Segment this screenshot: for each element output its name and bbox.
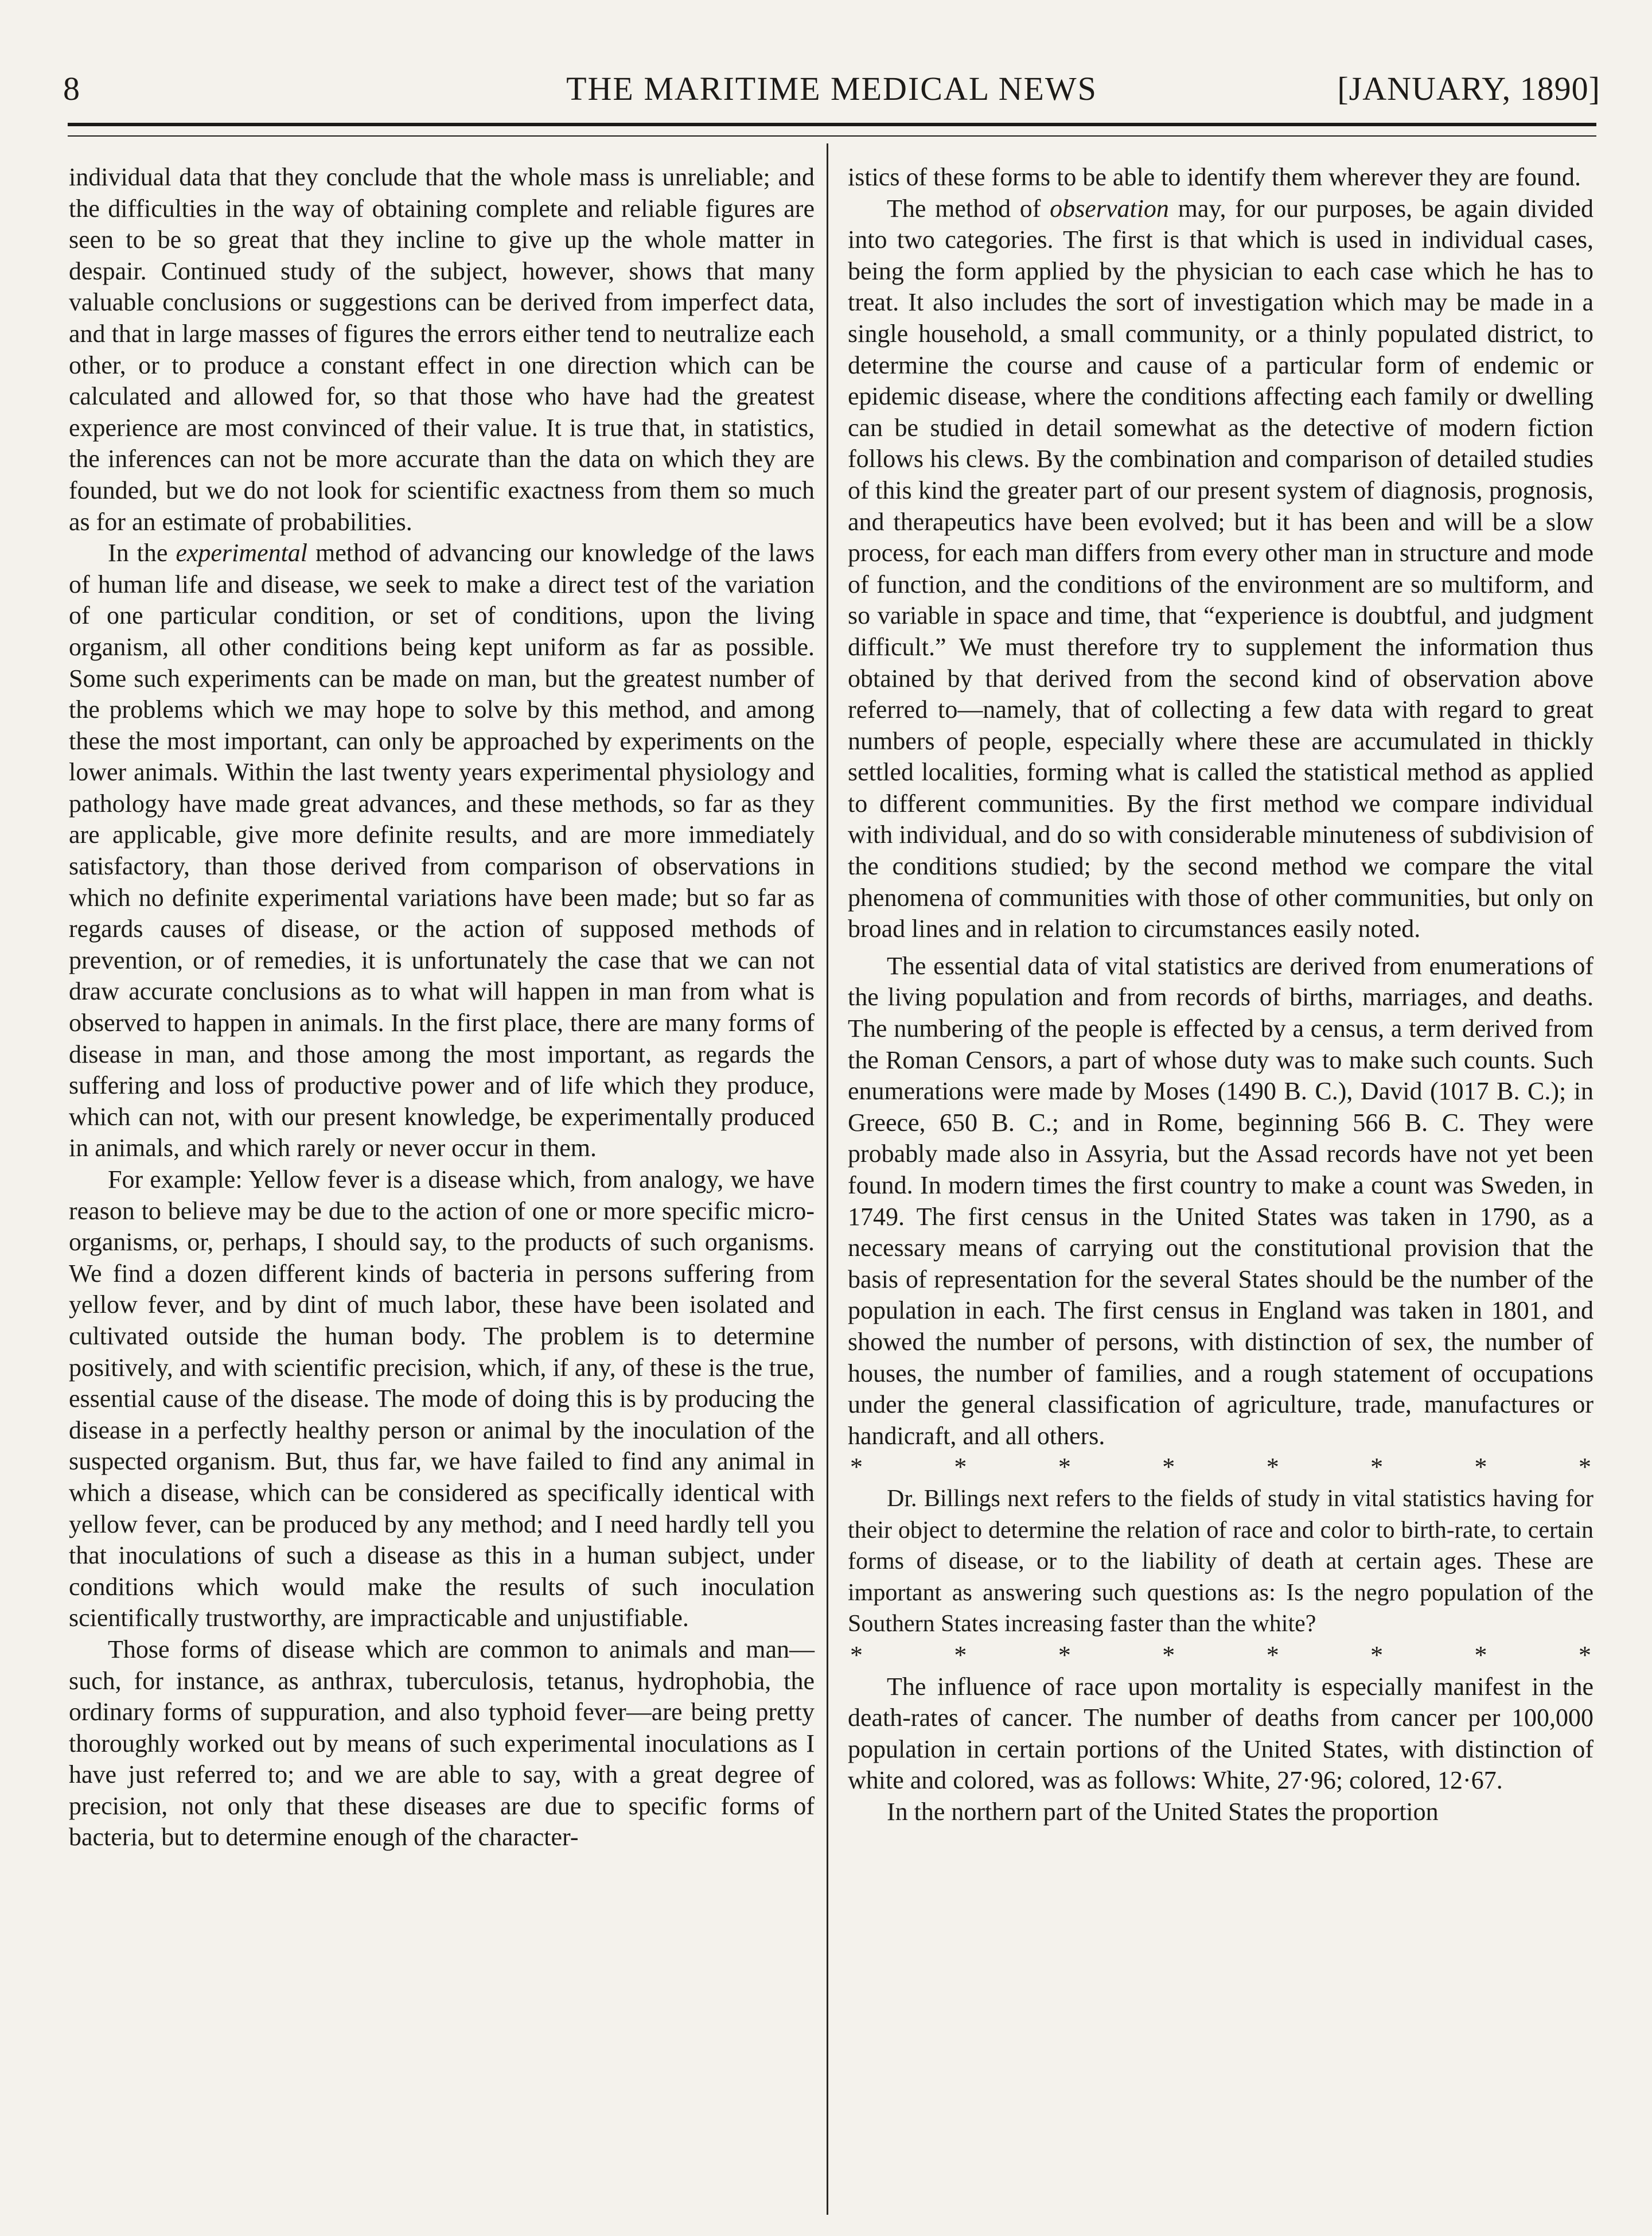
star: * <box>1474 1453 1487 1481</box>
section-break-stars <box>848 1640 1593 1671</box>
issue-date: [JANUARY, 1890] <box>1337 70 1600 107</box>
section-break-stars <box>848 1452 1593 1483</box>
left-column <box>69 162 815 1853</box>
header-rule-thin <box>68 135 1596 137</box>
star: * <box>850 1453 863 1481</box>
column-divider <box>827 143 828 2215</box>
right-column <box>848 162 1593 1827</box>
star: * <box>1058 1640 1071 1669</box>
paragraph: In the experimental method of advancing our knowledge of the laws of human life and disease, we seek to make a direct test of the variation of one particular condition, or set of conditions, upon the living organism, all other conditions being kept uniform as far as possible. Some such experiments can be made on man, but the greatest number of the problems which we may hope to solve by this method, and among these the most important, can only be approached by experiments on the lower animals. Within the last twenty years experimental physiology and pathology have made great advances, and these methods, so far as they are applicable, give more definite results, and are more immediately satisfactory, than those derived from comparison of observations in which no definite experimental variations have been made; but so far as regards causes of disease, or the action of supposed methods of prevention, or of remedies, it is unfortunately the case that we can not draw accurate conclusions as to what will happen in man from what is observed to happen in animals. In the first place, there are many forms of disease in man, and those among the most important, as regards the suffering and loss of productive power and of life which they produce, which can not, with our present knowledge, be experimentally produced in animals, and which rarely or never occur in them. <box>69 539 815 1162</box>
star: * <box>1474 1640 1487 1669</box>
paragraph: Those forms of disease which are common to animals and man—such, for instance, as anthrax, tuberculosis, tetanus, hydrophobia, the ordinary forms of suppuration, and also typhoid fever—are being pretty thoroughly worked out by means of such experimental inoculations as I have just referred to; and we are able to say, with a great degree of precision, not only that these diseases are due to specific forms of bacteria, but to determine enough of the character- <box>69 1635 815 1852</box>
page-number: 8 <box>63 70 80 107</box>
star: * <box>954 1453 967 1481</box>
star: * <box>1578 1453 1591 1481</box>
emphasis: experimental <box>176 539 308 567</box>
paragraph: The essential data of vital statistics are derived from enumerations of the living population and from records of births, marriages, and deaths. The numbering of the people is effected by a census, a term derived from the Roman Censors, a part of whose duty was to make such counts. Such enumerations were made by Moses (1490 B. C.), David (1017 B. C.); in Greece, 650 B. C.; and in Rome, beginning 566 B. C. They were probably made also in Assyria, but the Assad records have not yet been found. In modern times the first country to make a count was Sweden, in 1749. The first census in the United States was taken in 1790, as a necessary means of carrying out the constitutional provision that the basis of representation for the several States should be the number of the population in each. The first census in England was taken in 1801, and showed the number of persons, with distinction of sex, the number of houses, the number of families, and a rough statement of occupations under the general classification of agriculture, trade, manufactures or handicraft, and all others. <box>848 951 1593 1450</box>
paragraph: For example: Yellow fever is a disease which, from analogy, we have reason to believe may be due to the action of one or more specific micro-organisms, or, perhaps, I should say, to the products of such organisms. We find a dozen different kinds of bacteria in persons suffering from yellow fever, and by dint of much labor, these have been isolated and cultivated outside the human body. The problem is to determine positively, and with scientific precision, which, if any, of these is the true, essential cause of the disease. The mode of doing this is by producing the disease in a perfectly healthy person or animal by the inoculation of the suspected organism. But, thus far, we have failed to find any animal in which a disease, which can be considered as specifically identical with yellow fever, can be produced by any method; and I need hardly tell you that inoculations of such a disease as this in a human subject, under conditions which would make the results of such inoculation scientifically trustworthy, are impracticable and unjustifiable. <box>69 1165 815 1632</box>
paragraph: Dr. Billings next refers to the fields of study in vital statistics having for their object to determine the relation of race and color to birth-rate, to certain forms of disease, or to the liability of death at certain ages. These are important as answering such questions as: Is the negro population of the Southern States increasing faster than the white? <box>848 1485 1593 1638</box>
star: * <box>1266 1640 1279 1669</box>
star: * <box>1370 1453 1384 1481</box>
star: * <box>1266 1453 1279 1481</box>
paragraph: individual data that they conclude that the whole mass is unreliable; and the difficulties in the way of obtaining complete and reliable figures are seen to be so great that they incline to give up the whole matter in despair. Continued study of the subject, however, shows that many valuable conclusions or suggestions can be derived from imperfect data, and that in large masses of figures the errors either tend to neutralize each other, or to produce a constant effect in one direction which can be calculated and allowed for, so that those who have had the greatest experience are most convinced of their value. It is true that, in statistics, the inferences can not be more accurate than the data on which they are founded, but we do not look for scientific exactness from them so much as for an estimate of probabilities. <box>69 163 815 536</box>
star: * <box>1162 1640 1175 1669</box>
star: * <box>1162 1453 1175 1481</box>
paragraph: The method of observation may, for our purposes, be again divided into two categories. The first is that which is used in individual cases, being the form applied by the physician to each case which he has to treat. It also includes the sort of investigation which may be made in a single household, a small community, or a thinly populated district, to determine the course and cause of a particular form of endemic or epidemic disease, where the conditions affecting each family or dwelling can be studied in detail somewhat as the detective of modern fiction follows his clews. By the combination and comparison of detailed studies of this kind the greater part of our present system of diagnosis, prognosis, and therapeutics have been evolved; but it has been and will be a slow process, for each man differs from every other man in structure and mode of function, and the conditions of the environment are so multiform, and so variable in space and time, that “experience is doubtful, and judgment difficult.” We must therefore try to supplement the information thus obtained by that derived from the second kind of observation above referred to—namely, that of collecting a few data with regard to great numbers of people, especially where these are accumulated in thickly settled localities, forming what is called the statistical method as applied to different communities. By the first method we compare individual with individual, and do so with considerable minuteness of subdivision of the conditions studied; by the second method we compare the vital phenomena of communities with those of other communities, but only on broad lines and in relation to circumstances easily noted. <box>848 194 1593 943</box>
star: * <box>1370 1640 1384 1669</box>
star: * <box>1058 1453 1071 1481</box>
paragraph: The influence of race upon mortality is especially manifest in the death-rates of cancer. The number of deaths from cancer per 100,000 population in certain portions of the United States, with distinction of white and colored, was as follows: White, 27·96; colored, 12·67. <box>848 1672 1593 1795</box>
page-header <box>63 63 1600 115</box>
paragraph: istics of these forms to be able to identify them wherever they are found. <box>848 163 1581 191</box>
paragraph: In the northern part of the United States the proportion <box>887 1797 1439 1826</box>
star: * <box>954 1640 967 1669</box>
emphasis: observation <box>1050 194 1169 223</box>
star: * <box>1578 1640 1591 1669</box>
journal-title: THE MARITIME MEDICAL NEWS <box>566 70 1097 107</box>
star: * <box>850 1640 863 1669</box>
header-rule-thick <box>68 123 1596 126</box>
